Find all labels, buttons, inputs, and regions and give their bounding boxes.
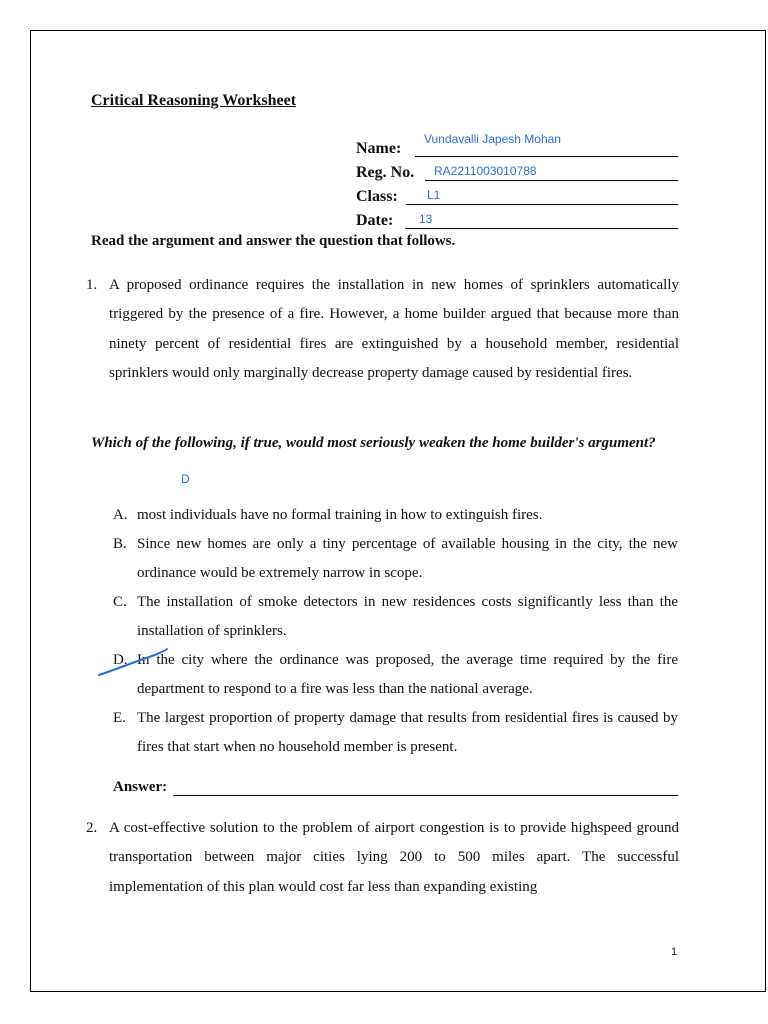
- question-2-number: 2.: [86, 820, 98, 836]
- class-value[interactable]: L1: [427, 188, 441, 202]
- question-1-text: A proposed ordinance requires the installation in new homes of sprinklers automatically triggered by the presence of a fire. However, a home builder argued that because more than ninety percent of residential fires are extinguished by a household member, residential sprinklers would only marginally decrease property damage caused by residential fires.: [109, 277, 679, 381]
- name-value[interactable]: Vundavalli Japesh Mohan: [424, 132, 561, 146]
- class-label: Class:: [356, 188, 398, 205]
- option-d-letter: D.: [113, 652, 128, 668]
- date-line: [405, 228, 678, 229]
- pen-strike-mark: [97, 647, 177, 677]
- question-2-text: A cost-effective solution to the problem of airport congestion is to provide highspeed ground transportation between major cities lying 200 to 500 miles apart. The successful implementation of this plan would cost far less than expanding existing: [109, 820, 679, 895]
- option-b-text: Since new homes are only a tiny percentage of available housing in the city, the new ordinance would be extremely narrow in scope.: [137, 536, 678, 581]
- name-label: Name:: [356, 140, 402, 157]
- option-c-letter: C.: [113, 594, 127, 610]
- date-label: Date:: [356, 212, 394, 229]
- question-1-prompt: Which of the following, if true, would most seriously weaken the home builder's argument?: [91, 435, 656, 451]
- date-value[interactable]: 13: [419, 212, 433, 226]
- option-a-text: most individuals have no formal training in how to extinguish fires.: [137, 507, 543, 523]
- worksheet-page: [30, 30, 766, 992]
- class-line: [406, 204, 678, 205]
- option-d-text: In the city where the ordinance was proposed, the average time required by the fire department to respond to a fire was less than the national average.: [137, 652, 678, 697]
- option-b-letter: B.: [113, 536, 127, 552]
- instruction-text: Read the argument and answer the question that follows.: [91, 233, 456, 249]
- reg-no-label: Reg. No.: [356, 164, 415, 181]
- answer-label: Answer:: [113, 779, 168, 795]
- name-line: [415, 156, 678, 157]
- handwritten-answer[interactable]: D: [181, 472, 190, 486]
- reg-no-value[interactable]: RA2211003010788: [434, 164, 537, 178]
- reg-no-line: [425, 180, 678, 181]
- option-e-letter: E.: [113, 710, 126, 726]
- option-e-text: The largest proportion of property damage that results from residential fires is caused by fires that start when no household member is present.: [137, 710, 678, 755]
- answer-line[interactable]: [173, 795, 678, 796]
- option-c-text: The installation of smoke detectors in new residences costs significantly less than the installation of sprinklers.: [137, 594, 678, 639]
- page-number: 1: [671, 946, 678, 958]
- worksheet-title: Critical Reasoning Worksheet: [91, 92, 297, 109]
- question-1-number: 1.: [86, 277, 98, 293]
- option-a-letter: A.: [113, 507, 128, 523]
